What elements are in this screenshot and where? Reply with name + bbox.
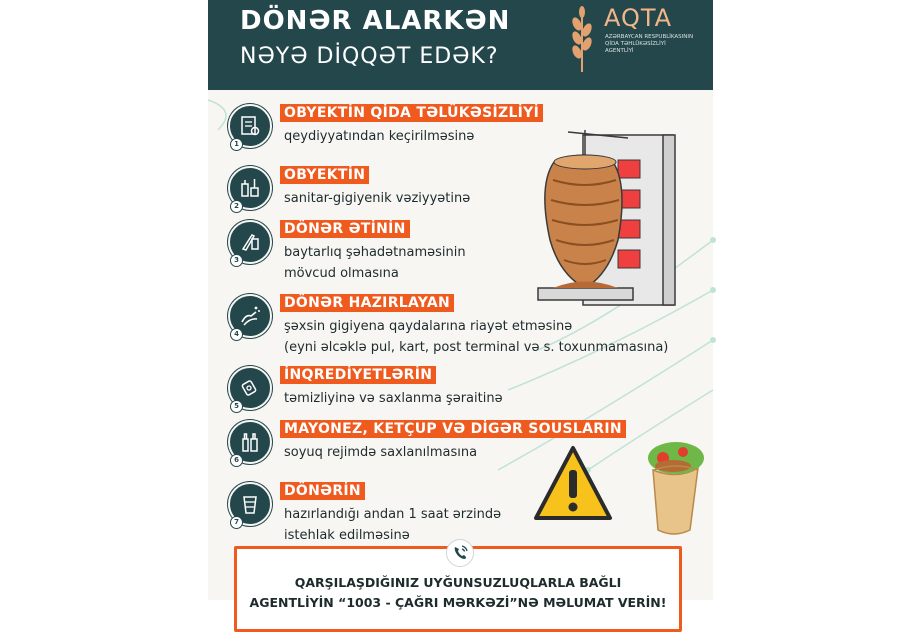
step-description-line: baytarlıq şəhadətnaməsinin [284,245,466,260]
step-label: DÖNƏR HAZIRLAYAN [280,294,454,312]
step-description-line: təmizliyinə və saxlanma şəraitinə [284,391,503,406]
wheat-logo-icon [568,4,596,74]
step-description-line: soyuq rejimdə saxlanılmasına [284,445,478,460]
logo-subtitle: AZƏRBAYCAN RESPUBLİKASININ QİDA TƏHLÜKƏSİZLİYİ AGENTLİYİ [605,34,694,54]
step-description-line: şəxsin gigiyena qaydalarına riayət etməsinə [284,319,573,334]
knife-meat-icon [238,230,262,254]
doner-wrap-illustration-icon [648,442,704,534]
poster [208,0,713,610]
step-description [284,242,466,284]
title-line-1: DÖNƏR ALARKƏN [240,6,511,36]
sauce-bottles-icon [238,430,262,454]
step-number: 7 [230,516,243,529]
step-number: 1 [230,138,243,151]
step-description-line: qeydiyyatından keçirilməsinə [284,129,475,144]
phone-icon [447,540,473,566]
step-label: MAYONEZ, KETÇUP VƏ DİGƏR SOUSLARIN [280,420,626,438]
step-label: OBYEKTİN [280,166,369,184]
step-number: 3 [230,254,243,267]
step-description-line: mövcud olmasına [284,266,399,281]
step-number: 5 [230,400,243,413]
step-label: OBYEKTİN QİDA TƏLÜKƏSİZLİYİ [280,104,543,122]
logo-name: AQTA [604,4,673,32]
hand-washing-icon [238,304,262,328]
step-description-line: (eyni əlcəklə pul, kart, post terminal və s. toxunmamasına) [284,340,669,355]
document-certificate-icon [238,114,262,138]
step-number: 6 [230,454,243,467]
warning-sign-icon [536,448,610,518]
title-line-2: NƏYƏ DİQQƏT EDƏK? [240,44,499,69]
step-description-line: hazırlandığı andan 1 saat ərzində [284,507,502,522]
doner-wrap-icon [238,492,262,516]
step-description [284,188,470,209]
phone-badge [446,539,474,567]
step-description-line: sanitar-gigiyenik vəziyyətinə [284,191,471,206]
contact-line-1: QARŞILAŞDIĞINIZ UYĞUNSUZLUQLARLA BAĞLI [294,575,622,590]
doner-machine-icon [538,130,675,305]
contact-line-2: AGENTLİYİN “1003 - ÇAĞRI MƏRKƏZİ”NƏ MƏLUMAT VERİN! [249,595,667,610]
step-description [284,388,503,409]
step-label: İNQREDİYETLƏRİN [280,366,436,384]
step-label: DÖNƏR ƏTİNİN [280,220,410,238]
step-description [284,442,477,463]
step-number: 2 [230,200,243,213]
step-description [284,316,668,358]
step-number: 4 [230,328,243,341]
cleaning-tools-icon [238,176,262,200]
header [208,0,713,90]
step-description-line: istehlak edilməsinə [284,528,410,543]
step-label: DÖNƏRİN [280,482,365,500]
step-description [284,126,474,147]
ingredients-icon [238,376,262,400]
